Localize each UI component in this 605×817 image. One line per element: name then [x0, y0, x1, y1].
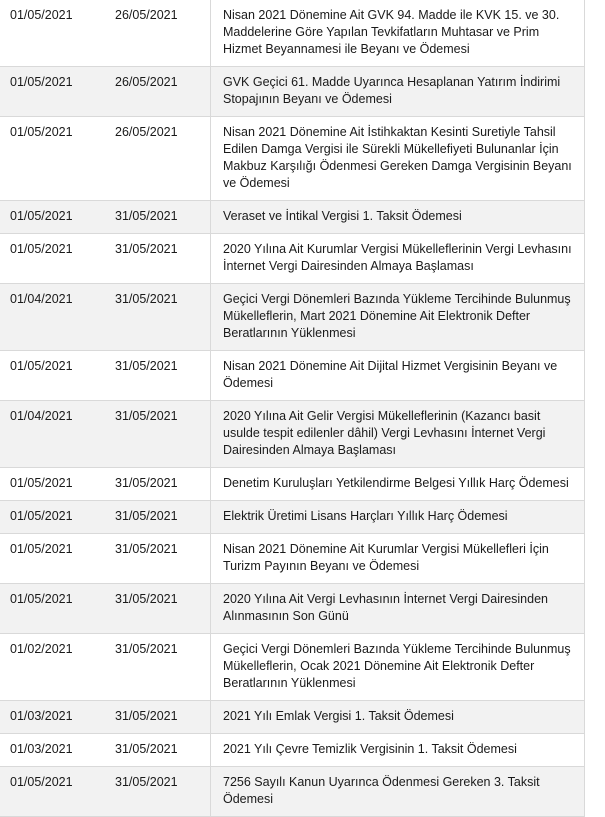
table-row — [0, 501, 585, 534]
description-cell: Denetim Kuruluşları Yetkilendirme Belgesi Yıllık Harç Ödemesi — [211, 468, 585, 501]
description-cell: Elektrik Üretimi Lisans Harçları Yıllık Harç Ödemesi — [211, 501, 585, 534]
end-date-cell: 31/05/2021 — [105, 234, 211, 284]
end-date-cell: 31/05/2021 — [105, 351, 211, 401]
description-cell: 2020 Yılına Ait Kurumlar Vergisi Mükelleflerinin Vergi Levhasını İnternet Vergi Dairesinden Almaya Başlaması — [211, 234, 585, 284]
table-row — [0, 201, 585, 234]
description-cell: 2021 Yılı Çevre Temizlik Vergisinin 1. Taksit Ödemesi — [211, 734, 585, 767]
end-date-cell: 31/05/2021 — [105, 501, 211, 534]
end-date-cell: 31/05/2021 — [105, 534, 211, 584]
start-date-cell: 01/05/2021 — [0, 234, 105, 284]
description-cell: Geçici Vergi Dönemleri Bazında Yükleme Tercihinde Bulunmuş Mükelleflerin, Ocak 2021 Dönemine Ait Elektronik Defter Beratlarının Yüklenmesi — [211, 634, 585, 701]
start-date-cell: 01/05/2021 — [0, 0, 105, 67]
description-cell: GVK Geçici 61. Madde Uyarınca Hesaplanan Yatırım İndirimi Stopajının Beyanı ve Ödemesi — [211, 67, 585, 117]
table-row — [0, 767, 585, 817]
start-date-cell: 01/05/2021 — [0, 117, 105, 201]
end-date-cell: 31/05/2021 — [105, 734, 211, 767]
table-row — [0, 234, 585, 284]
description-cell: 2020 Yılına Ait Gelir Vergisi Mükelleflerinin (Kazancı basit usulde tespit edilenler dâhil) Vergi Levhasını İnternet Vergi Dairesinden Almaya Başlaması — [211, 401, 585, 468]
end-date-cell: 26/05/2021 — [105, 67, 211, 117]
table-row — [0, 734, 585, 767]
description-cell: Nisan 2021 Dönemine Ait Dijital Hizmet Vergisinin Beyanı ve Ödemesi — [211, 351, 585, 401]
end-date-cell: 26/05/2021 — [105, 0, 211, 67]
description-cell: Geçici Vergi Dönemleri Bazında Yükleme Tercihinde Bulunmuş Mükelleflerin, Mart 2021 Dönemine Ait Elektronik Defter Beratlarının Yüklenmesi — [211, 284, 585, 351]
description-cell: Nisan 2021 Dönemine Ait Kurumlar Vergisi Mükellefleri İçin Turizm Payının Beyanı ve Ödemesi — [211, 534, 585, 584]
description-cell: Nisan 2021 Dönemine Ait İstihkaktan Kesinti Suretiyle Tahsil Edilen Damga Vergisi ile Sürekli Mükellefiyeti Bulunanlar İçin Makbuz Karşılığı Ödenmesi Gereken Damga Vergisinin Beyanı ve Ödemesi — [211, 117, 585, 201]
end-date-cell: 26/05/2021 — [105, 117, 211, 201]
end-date-cell: 31/05/2021 — [105, 584, 211, 634]
start-date-cell: 01/05/2021 — [0, 767, 105, 817]
table-row — [0, 401, 585, 468]
start-date-cell: 01/03/2021 — [0, 734, 105, 767]
start-date-cell: 01/05/2021 — [0, 468, 105, 501]
table-row — [0, 351, 585, 401]
end-date-cell: 31/05/2021 — [105, 468, 211, 501]
start-date-cell: 01/05/2021 — [0, 67, 105, 117]
description-cell: 2020 Yılına Ait Vergi Levhasının İnternet Vergi Dairesinden Alınmasının Son Günü — [211, 584, 585, 634]
start-date-cell: 01/02/2021 — [0, 634, 105, 701]
description-cell: Nisan 2021 Dönemine Ait GVK 94. Madde ile KVK 15. ve 30. Maddelerine Göre Yapılan Tevkifatların Muhtasar ve Prim Hizmet Beyannamesi ile Beyanı ve Ödemesi — [211, 0, 585, 67]
end-date-cell: 31/05/2021 — [105, 634, 211, 701]
table-row — [0, 67, 585, 117]
description-cell: Veraset ve İntikal Vergisi 1. Taksit Ödemesi — [211, 201, 585, 234]
table-row — [0, 284, 585, 351]
start-date-cell: 01/05/2021 — [0, 584, 105, 634]
table-row — [0, 0, 585, 67]
table-row — [0, 534, 585, 584]
table-row — [0, 701, 585, 734]
table-row — [0, 117, 585, 201]
table-row — [0, 468, 585, 501]
start-date-cell: 01/04/2021 — [0, 401, 105, 468]
description-cell: 2021 Yılı Emlak Vergisi 1. Taksit Ödemesi — [211, 701, 585, 734]
table-row — [0, 634, 585, 701]
end-date-cell: 31/05/2021 — [105, 767, 211, 817]
end-date-cell: 31/05/2021 — [105, 401, 211, 468]
table-row — [0, 584, 585, 634]
start-date-cell: 01/04/2021 — [0, 284, 105, 351]
end-date-cell: 31/05/2021 — [105, 701, 211, 734]
end-date-cell: 31/05/2021 — [105, 284, 211, 351]
start-date-cell: 01/05/2021 — [0, 534, 105, 584]
description-cell: 7256 Sayılı Kanun Uyarınca Ödenmesi Gereken 3. Taksit Ödemesi — [211, 767, 585, 817]
start-date-cell: 01/03/2021 — [0, 701, 105, 734]
start-date-cell: 01/05/2021 — [0, 201, 105, 234]
end-date-cell: 31/05/2021 — [105, 201, 211, 234]
start-date-cell: 01/05/2021 — [0, 501, 105, 534]
start-date-cell: 01/05/2021 — [0, 351, 105, 401]
